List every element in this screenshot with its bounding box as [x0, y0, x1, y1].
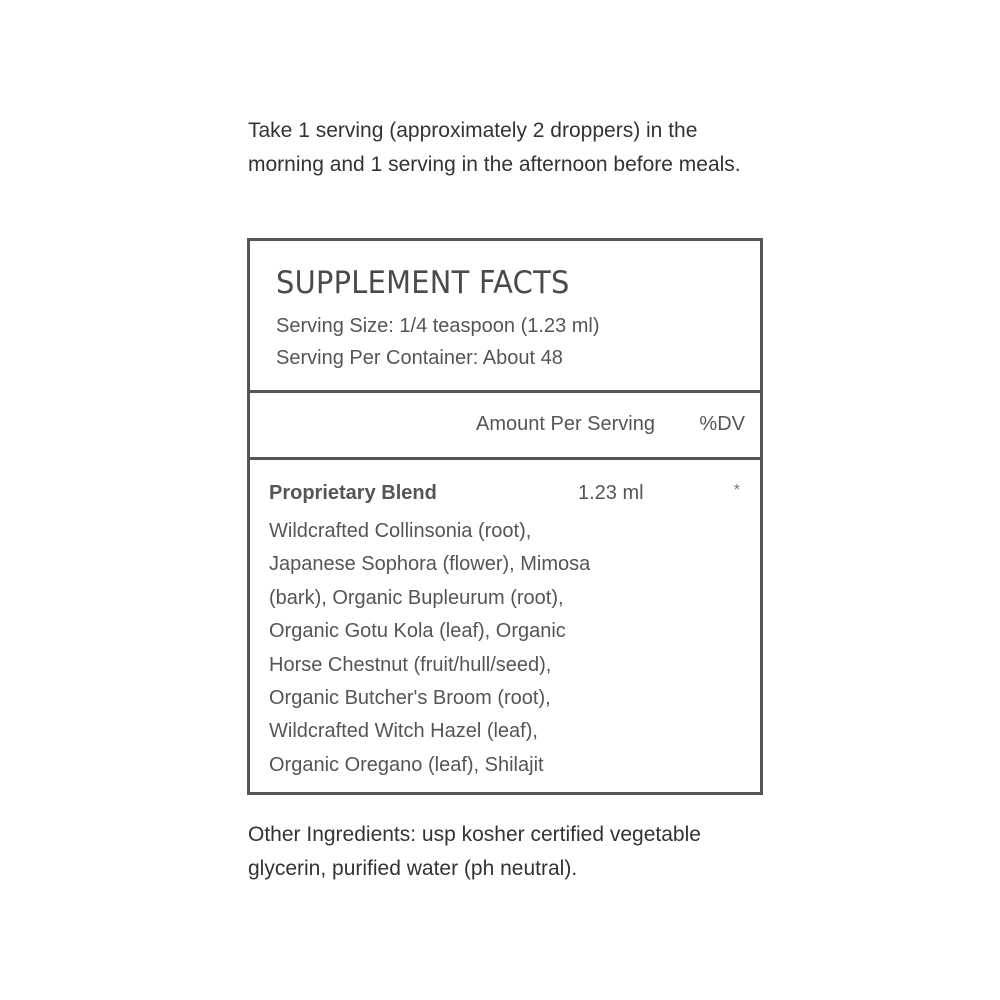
- servings-per-container: Serving Per Container: About 48: [276, 347, 563, 369]
- blend-dv: *: [733, 482, 740, 499]
- ingredient-line: Japanese Sophora (flower), Mimosa: [269, 553, 591, 576]
- facts-title: SUPPLEMENT FACTS: [276, 265, 570, 301]
- amount-per-serving-header: Amount Per Serving: [476, 413, 655, 435]
- blend-amount: 1.23 ml: [578, 482, 644, 504]
- serving-size: Serving Size: 1/4 teaspoon (1.23 ml): [276, 315, 600, 337]
- blend-ingredients: [269, 515, 669, 782]
- ingredient-line: Wildcrafted Witch Hazel (leaf),: [269, 720, 538, 743]
- directions-text: Take 1 serving (approximately 2 droppers) in the morning and 1 serving in the afternoon before meals.: [248, 119, 741, 176]
- facts-column-headers: [250, 393, 760, 460]
- other-ingredients-text: Other Ingredients: usp kosher certified vegetable glycerin, purified water (ph neutral).: [248, 823, 701, 880]
- supplement-facts-panel: [247, 238, 763, 795]
- ingredient-line: Wildcrafted Collinsonia (root),: [269, 520, 532, 542]
- ingredient-line: Organic Oregano (leaf), Shilajit: [269, 753, 544, 776]
- ingredient-line: Organic Gotu Kola (leaf), Organic: [269, 620, 566, 643]
- ingredient-line: (bark), Organic Bupleurum (root),: [269, 586, 564, 609]
- facts-header: [250, 241, 760, 393]
- ingredient-line: Organic Butcher's Broom (root),: [269, 687, 551, 710]
- blend-name: Proprietary Blend: [269, 482, 437, 504]
- facts-body: [250, 460, 760, 792]
- daily-value-header: %DV: [699, 413, 745, 435]
- ingredient-line: Horse Chestnut (fruit/hull/seed),: [269, 653, 552, 676]
